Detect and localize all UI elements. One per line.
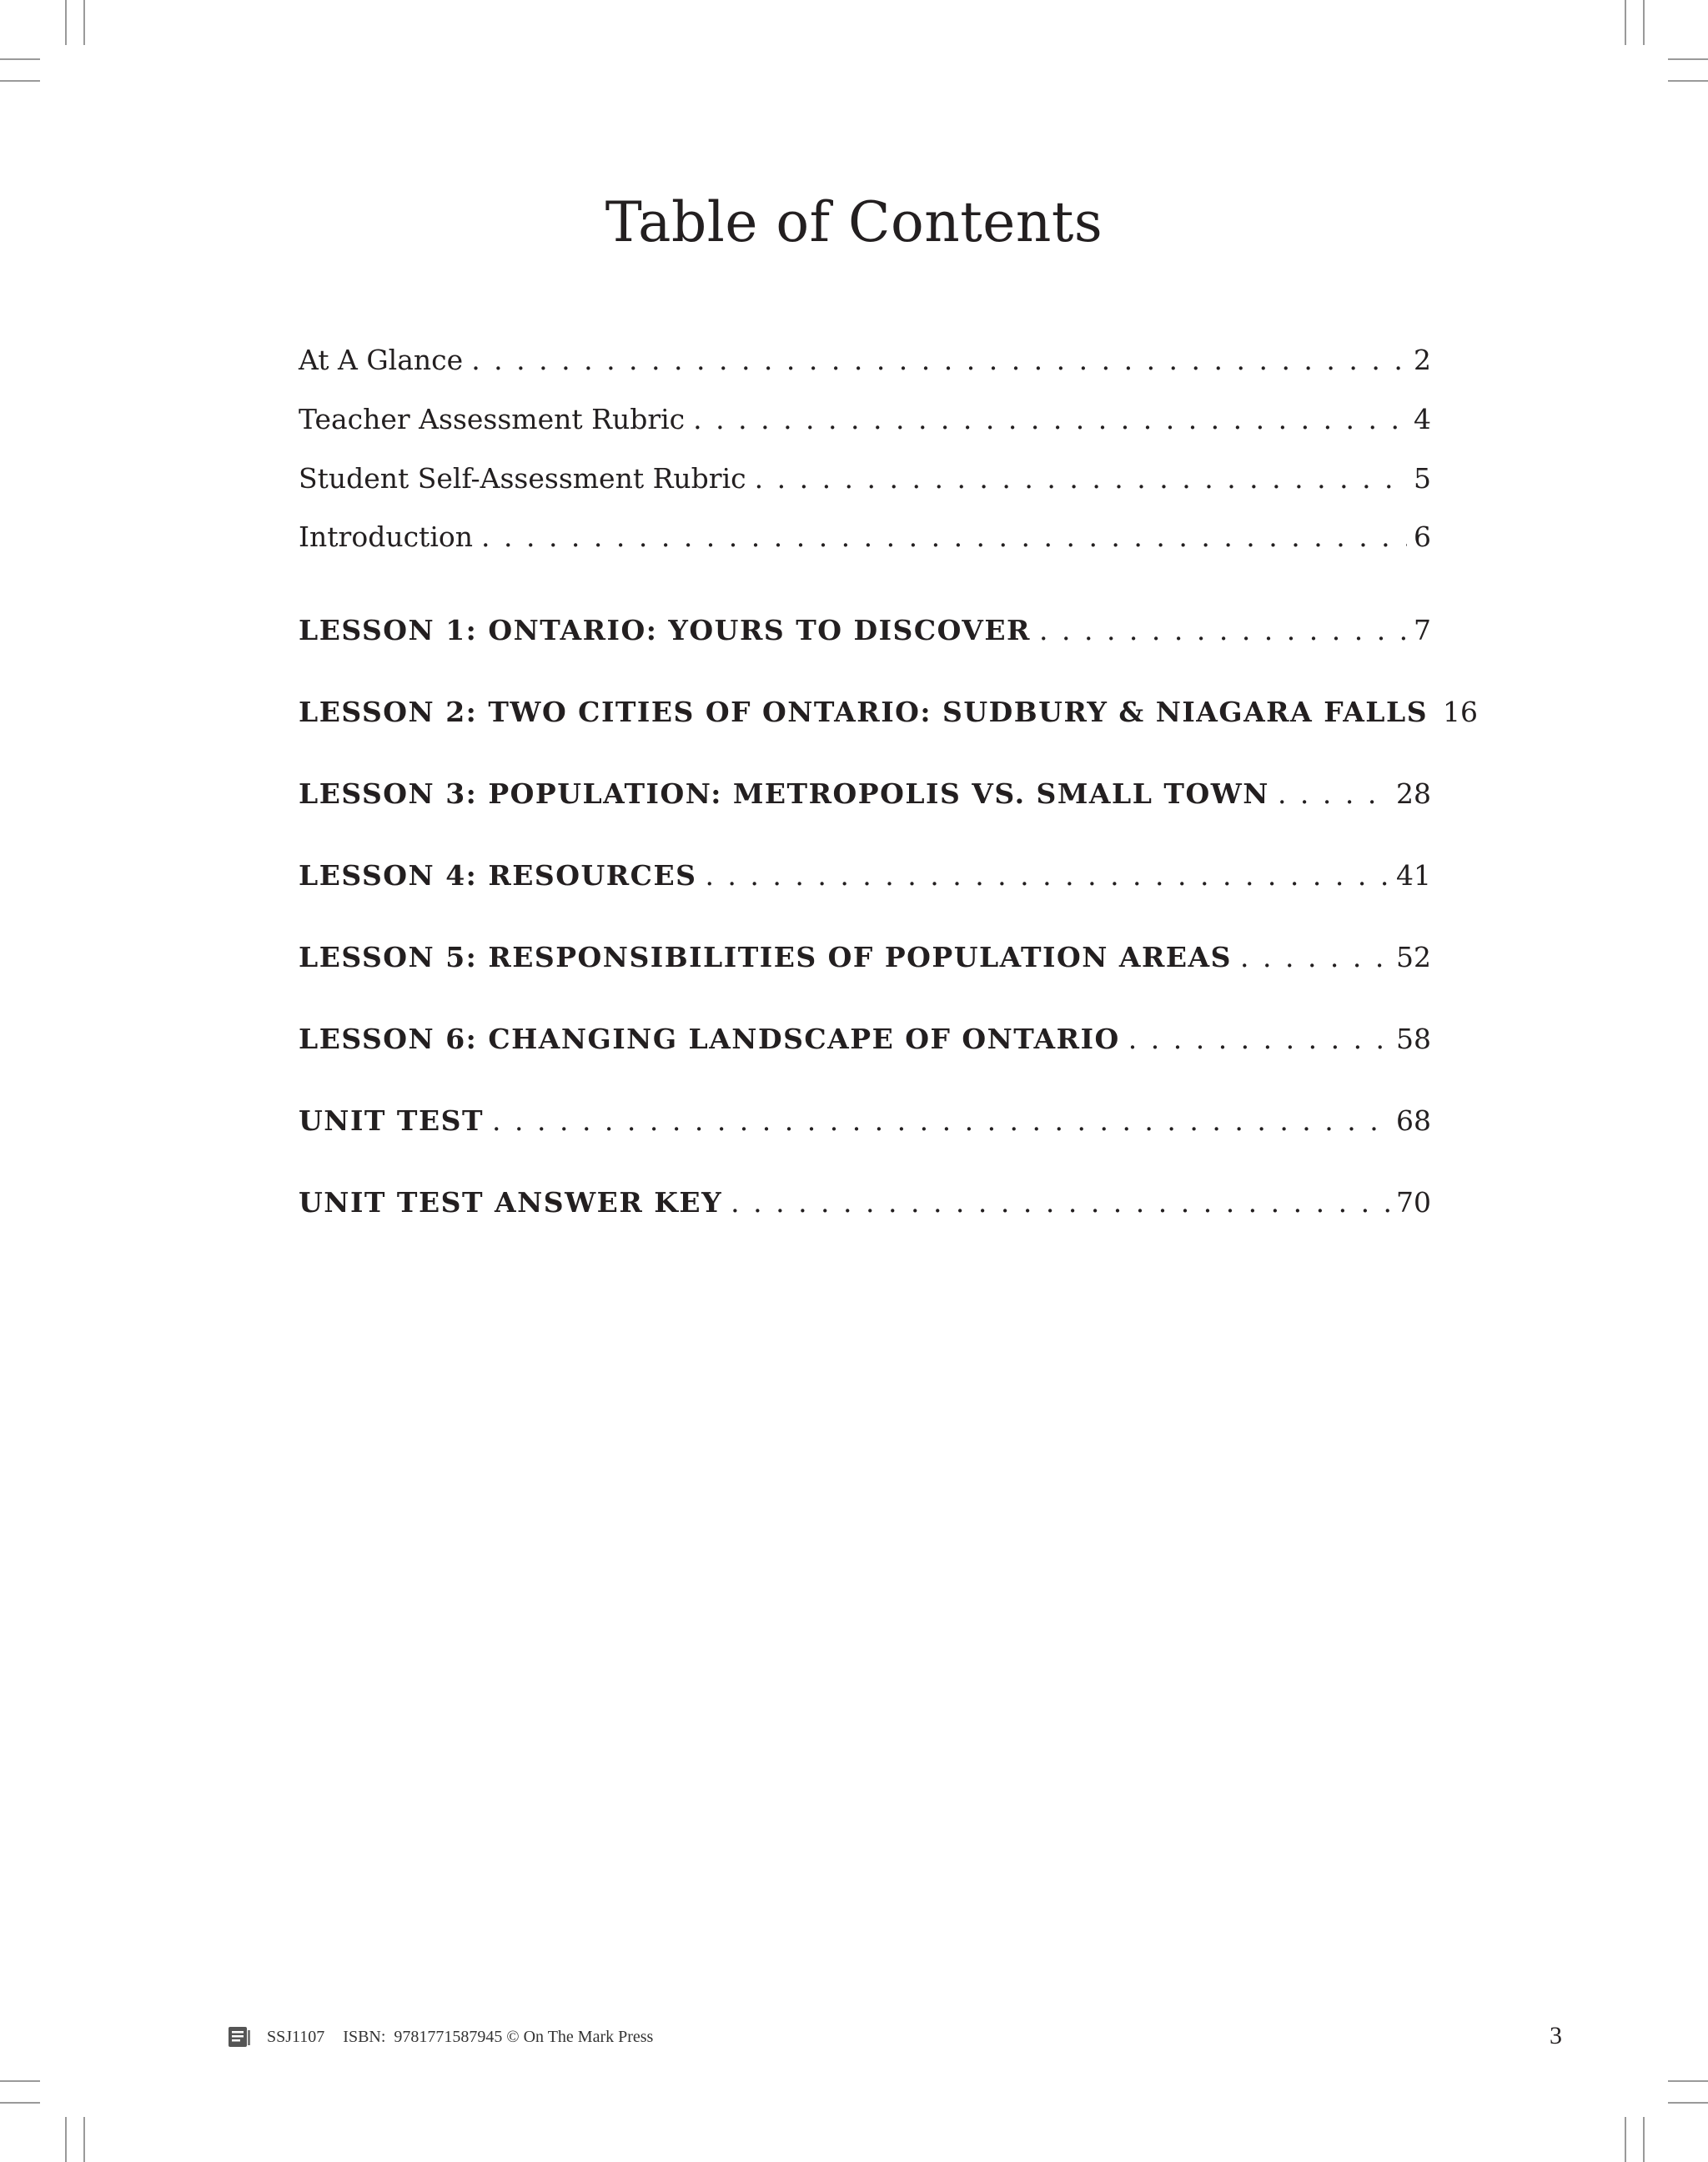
dot-leader — [693, 403, 1407, 435]
toc-entry-label: UNIT TEST — [299, 1104, 485, 1137]
toc-entry-page: 6 — [1414, 520, 1431, 553]
crop-mark — [1668, 80, 1708, 82]
toc-entry-label: LESSON 2: TWO CITIES OF ONTARIO: SUDBURY & NIAGARA FALLS — [299, 696, 1429, 728]
crop-mark — [1668, 2102, 1708, 2104]
toc-entry-label: LESSON 1: ONTARIO: YOURS TO DISCOVER — [299, 614, 1031, 646]
toc-entry — [299, 403, 1431, 453]
toc-entry-label: LESSON 6: CHANGING LANDSCAPE OF ONTARIO — [299, 1023, 1120, 1055]
toc-entry-label: Student Self-Assessment Rubric — [299, 462, 746, 495]
toc-entry-label: Teacher Assessment Rubric — [299, 403, 686, 435]
dot-leader — [481, 520, 1407, 553]
toc-entry-page: 52 — [1396, 941, 1431, 973]
toc-entry — [299, 1186, 1431, 1236]
toc-entry-label: LESSON 5: RESPONSIBILITIES OF POPULATION AREAS — [299, 941, 1232, 973]
toc-entry — [299, 696, 1479, 746]
dot-leader — [471, 344, 1407, 376]
dot-leader — [492, 1104, 1389, 1137]
page-number: 3 — [1550, 2022, 1562, 2049]
isbn-label: ISBN: — [343, 2027, 386, 2046]
toc-entry — [299, 859, 1431, 909]
toc-entry-page: 7 — [1414, 614, 1431, 646]
crop-mark — [0, 2102, 40, 2104]
crop-mark — [0, 2080, 40, 2082]
toc-entry — [299, 462, 1431, 512]
toc-entry — [299, 1023, 1431, 1073]
crop-mark — [65, 2117, 67, 2162]
dot-leader — [1240, 941, 1389, 973]
toc-entry — [299, 344, 1431, 394]
crop-mark — [83, 0, 85, 45]
crop-mark — [1625, 0, 1626, 45]
toc-entry-page: 4 — [1414, 403, 1431, 435]
crop-mark — [0, 58, 40, 60]
crop-mark — [65, 0, 67, 45]
toc-entry — [299, 941, 1431, 991]
toc-entry-page: 2 — [1414, 344, 1431, 376]
dot-leader — [755, 462, 1407, 495]
toc-entry-page: 58 — [1396, 1023, 1431, 1055]
toc-entry — [299, 520, 1431, 571]
toc-entry — [299, 614, 1431, 664]
crop-mark — [0, 80, 40, 82]
toc-entry — [299, 777, 1431, 827]
toc-entry-page: 5 — [1414, 462, 1431, 495]
product-code: SSJ1107 — [267, 2027, 325, 2046]
toc-entry-page: 70 — [1396, 1186, 1431, 1219]
crop-mark — [1625, 2117, 1626, 2162]
dot-leader — [731, 1186, 1389, 1219]
toc-entry-page: 68 — [1396, 1104, 1431, 1137]
crop-mark — [1668, 2080, 1708, 2082]
crop-mark — [1643, 2117, 1645, 2162]
book-icon — [227, 2025, 252, 2049]
crop-mark — [83, 2117, 85, 2162]
crop-mark — [1643, 0, 1645, 45]
dot-leader — [1278, 777, 1389, 810]
footer — [227, 2025, 653, 2049]
isbn-copyright: 9781771587945 © On The Mark Press — [394, 2027, 654, 2046]
toc-entry-page: 16 — [1443, 696, 1479, 728]
toc-entry-label: At A Glance — [299, 344, 464, 376]
toc-entry-label: LESSON 4: RESOURCES — [299, 859, 697, 892]
crop-mark — [1668, 58, 1708, 60]
toc-entry-page: 28 — [1396, 777, 1431, 810]
toc-entry-label: UNIT TEST ANSWER KEY — [299, 1186, 723, 1219]
toc-entry-page: 41 — [1396, 859, 1431, 892]
toc-entry-label: Introduction — [299, 520, 473, 553]
dot-leader — [1128, 1023, 1389, 1055]
dot-leader — [705, 859, 1389, 892]
toc-entry — [299, 1104, 1431, 1154]
toc-entry-label: LESSON 3: POPULATION: METROPOLIS VS. SMALL TOWN — [299, 777, 1269, 810]
dot-leader — [1039, 614, 1407, 646]
page-title: Table of Contents — [605, 190, 1103, 254]
